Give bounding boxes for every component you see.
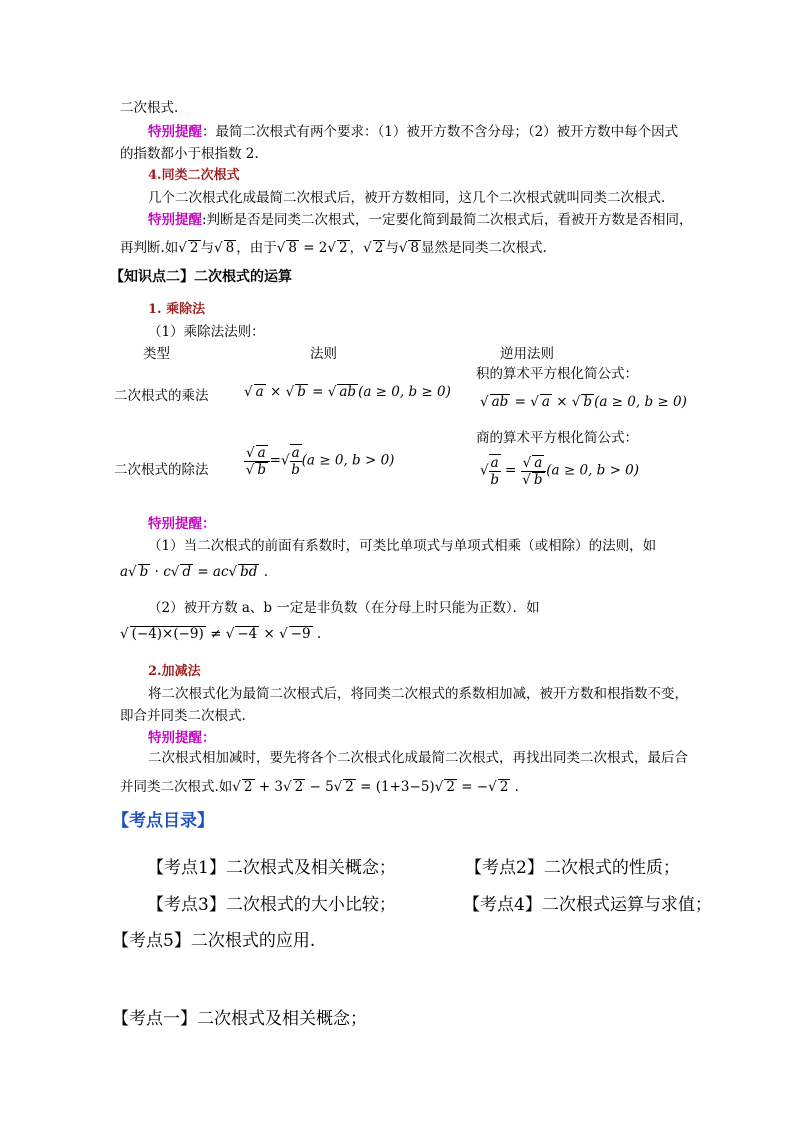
- tip-paragraph: [148, 120, 678, 140]
- knowledge-heading: 【知识点二】二次根式的运算: [110, 269, 292, 285]
- text-line: 二次根式.: [120, 100, 179, 116]
- catalog-item: 【考点5】二次根式的应用.: [112, 931, 316, 951]
- catalog-item: 【考点1】二次根式及相关概念；: [147, 858, 396, 878]
- inverse-title: 商的算术平方根化简公式：: [476, 430, 638, 446]
- tip-text: :判断是否是同类二次根式，一定要化简到最简二次根式后，看被开方数是否相同，: [202, 212, 693, 228]
- sub-heading: 1. 乘除法: [148, 302, 206, 317]
- tip-text: （2）被开方数 a、b 一定是非负数（在分母上时只能为正数）．如: [148, 600, 540, 616]
- tip-text: （1）当二次根式的前面有系数时，可类比单项式与单项式相乘（或相除）的法则，如: [148, 538, 657, 554]
- column-header: 法则: [310, 346, 337, 362]
- rule-formula: √ a × √ b = √ ab (a ≥ 0, b ≥ 0): [244, 384, 451, 400]
- example-line: 再判断.如√ 2 与√ 8 ，由于√ 8 = 2√ 2 ，√ 2 与√ 8 显然是同类二次根式.: [120, 240, 547, 256]
- sub-heading: 2.加减法: [148, 664, 201, 679]
- text-line: 的指数都小于根指数 2.: [120, 146, 259, 162]
- row-type: 二次根式的乘法: [114, 388, 209, 404]
- example-line: 并同类二次根式.如√ 2 + 3√ 2 − 5√ 2 = (1+3−5)√ 2 = −√ 2 .: [120, 779, 519, 795]
- example-formula: a√ b · c√ d = ac√ bd .: [120, 564, 269, 580]
- row-type: 二次根式的除法: [114, 462, 209, 478]
- catalog-item: 【考点2】二次根式的性质；: [465, 858, 680, 878]
- definition-text: 几个二次根式化成最简二次根式后，被开方数相同，这几个二次根式就叫同类二次根式.: [148, 190, 666, 206]
- inverse-formula: √ ab = √ a × √ b (a ≥ 0, b ≥ 0): [480, 394, 687, 410]
- section-heading: 4.同类二次根式: [148, 168, 240, 183]
- tip-text: ：最简二次根式有两个要求：（1）被开方数不含分母；（2）被开方数中每个因式: [202, 124, 679, 140]
- rule-title: （1）乘除法法则：: [148, 324, 265, 340]
- catalog-item: 【考点3】二次根式的大小比较；: [147, 895, 396, 915]
- tip-paragraph: [148, 208, 693, 228]
- tip-label: 特别提醒：: [148, 730, 216, 746]
- catalog-heading: 【考点目录】: [112, 811, 214, 831]
- tip-label: 特别提醒: [148, 212, 202, 228]
- definition-text: 即合并同类二次根式.: [120, 708, 246, 724]
- inverse-title: 积的算术平方根化简公式：: [476, 366, 638, 382]
- definition-text: 将二次根式化为最简二次根式后，将同类二次根式的系数相加减，被开方数和根指数不变，: [148, 686, 688, 702]
- rule-formula: $\frac{√ a}{√ b}$ =√ $\frac{a}{b}$ (a ≥ 0, b > 0): [245, 444, 395, 479]
- column-header: 逆用法则: [500, 346, 554, 362]
- tip-label: 特别提醒：: [148, 516, 216, 532]
- inverse-formula: √ $\frac{a}{b}$ = $\frac{√ a}{√ b}$ (a ≥ 0, b > 0): [480, 454, 640, 489]
- tip-text: 二次根式相加减时，要先将各个二次根式化成最简二次根式，再找出同类二次根式，最后合: [148, 750, 688, 766]
- tip-label: 特别提醒: [148, 124, 202, 140]
- example-formula: √ (−4)×(−9) ≠ √ −4 × √ −9 .: [120, 626, 322, 642]
- column-header: 类型: [143, 346, 170, 362]
- catalog-item: 【考点4】二次根式运算与求值；: [463, 895, 712, 915]
- section-heading: 【考点一】二次根式及相关概念；: [112, 1009, 367, 1029]
